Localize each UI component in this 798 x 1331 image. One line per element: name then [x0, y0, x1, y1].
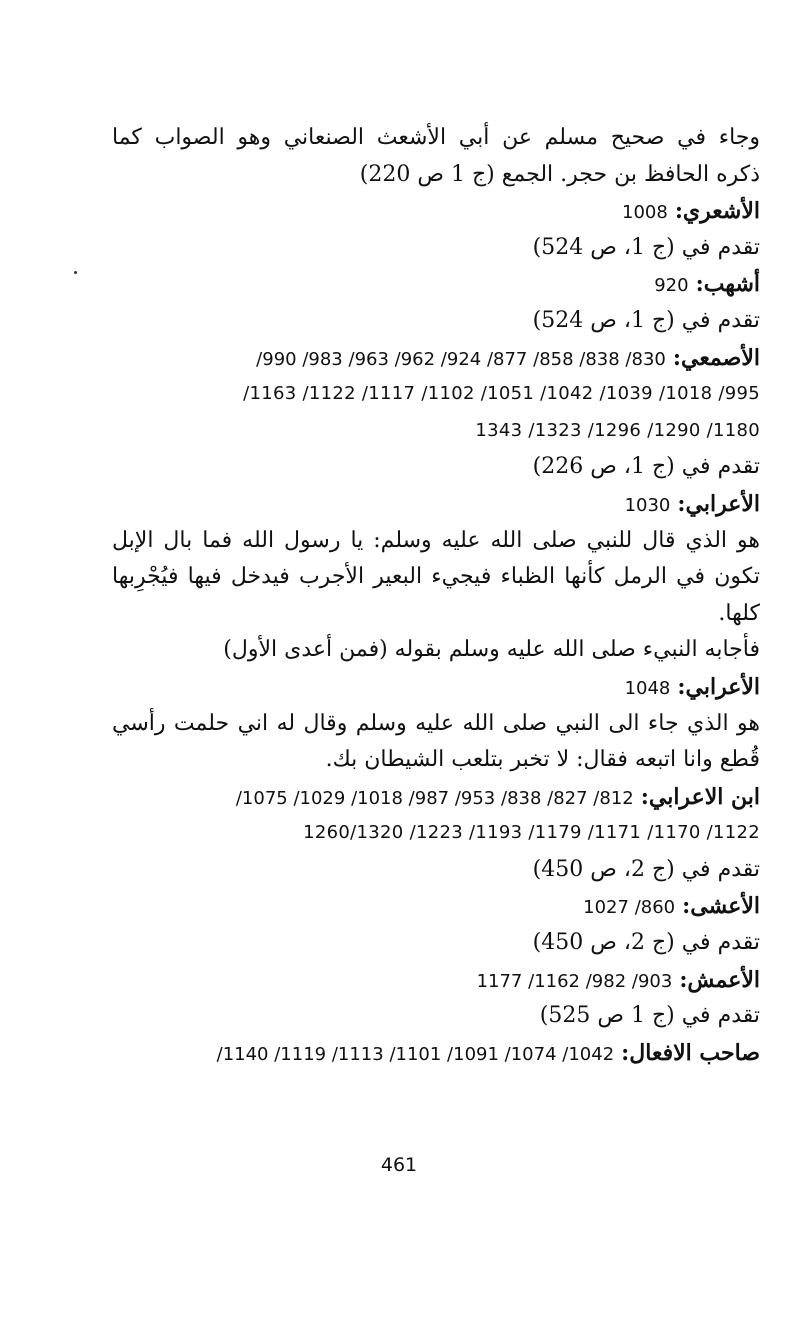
page-number: 461: [380, 1154, 418, 1176]
entry-heading: الأعرابي:: [677, 673, 760, 700]
entry-page-refs: 1030: [624, 494, 671, 516]
index-entry: [112, 962, 760, 999]
entry-page-refs: 830/ 838/ 858/ 877/ 924/ 962/ 963/ 983/ 990/: [256, 348, 666, 370]
index-entry: [112, 888, 760, 925]
entry-page-refs: 860/ 1027: [583, 897, 676, 919]
entry-page-refs: 1122/ 1170/ 1171/ 1179/ 1193/ 1223/ 1260/1320: [303, 822, 760, 844]
cross-reference: تقدم في (ج 1، ص 524): [532, 234, 760, 260]
entry-page-refs: 920: [654, 275, 689, 297]
entry-heading: الأصمعي:: [672, 344, 760, 371]
index-entry: [112, 266, 760, 303]
entry-heading: الأعرابي:: [677, 490, 760, 517]
index-entry: [112, 340, 760, 377]
cross-reference: تقدم في (ج 1، ص 226): [532, 454, 760, 480]
entry-page-refs: 1008: [622, 202, 668, 224]
index-entry: [112, 779, 760, 816]
index-entry: [112, 193, 760, 230]
page-body: [112, 120, 760, 1071]
entry-page-refs: 1180/ 1290/ 1296/ 1323/ 1343: [475, 419, 760, 441]
entry-heading: الأشعري:: [674, 198, 760, 225]
entry-page-refs: 1048: [624, 677, 671, 699]
text-line: ذكره الحافظ بن حجر. الجمع (ج 1 ص 220): [359, 161, 760, 187]
cross-reference: تقدم في (ج 2، ص 450): [532, 856, 760, 882]
entry-heading: ابن الاعرابي:: [640, 783, 760, 810]
text-line: هو الذي جاء الى النبي صلى الله عليه وسلم وقال له اني حلمت رأسي: [112, 710, 760, 736]
index-entry: [112, 486, 760, 523]
text-line: تكون في الرمل كأنها الظباء فيجيء البعير الأجرب فيدخل فيها فيُجْرِبها: [112, 564, 760, 590]
entry-page-refs: 1042/ 1074/ 1091/ 1101/ 1113/ 1119/ 1140/: [216, 1043, 615, 1065]
entry-page-refs: 903/ 982/ 1162/ 1177: [476, 970, 673, 992]
text-line: هو الذي قال للنبي صلى الله عليه وسلم: يا رسول الله فما بال الإبل: [112, 527, 760, 553]
text-line: فأجابه النبيء صلى الله عليه وسلم بقوله (فمن أعدى الأول): [223, 637, 760, 663]
entry-page-refs: 995/ 1018/ 1039/ 1042/ 1051/ 1102/ 1117/ 1122/ 1163/: [243, 383, 760, 405]
cross-reference: تقدم في (ج 2، ص 450): [532, 930, 760, 956]
cross-reference: تقدم في (ج 1، ص 524): [532, 307, 760, 333]
entry-heading: صاحب الافعال:: [621, 1039, 760, 1066]
entry-heading: الأعشى:: [682, 893, 760, 920]
index-entry: [112, 1035, 760, 1072]
text-line: كلها.: [718, 600, 760, 626]
entry-heading: أشهب:: [695, 271, 760, 298]
cross-reference: تقدم في (ج 1 ص 525): [539, 1003, 760, 1029]
scan-speck: [74, 271, 77, 274]
entry-heading: الأعمش:: [679, 966, 760, 993]
text-line: قُطع وانا اتبعه فقال: لا تخبر بتلعب الشيطان بك.: [325, 747, 760, 773]
entry-page-refs: 812/ 827/ 838/ 953/ 987/ 1018/ 1029/ 1075/: [235, 787, 634, 809]
index-entry: [112, 669, 760, 706]
text-line: وجاء في صحيح مسلم عن أبي الأشعث الصنعاني وهو الصواب كما: [112, 125, 760, 150]
